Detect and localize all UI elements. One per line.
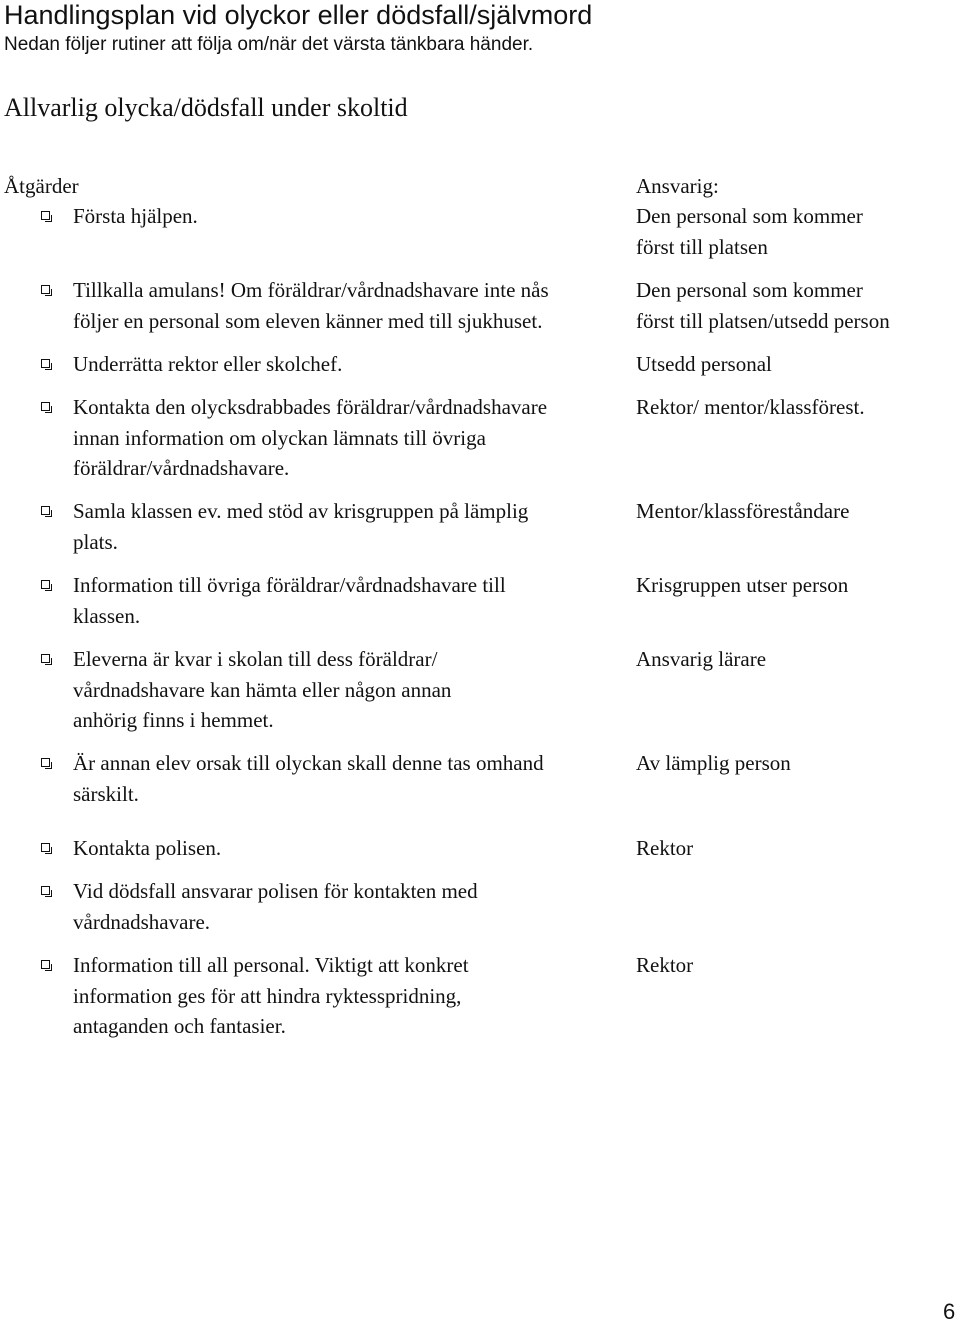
responsible-column-header: Ansvarig: [636, 174, 719, 198]
action-text: Information till all personal. Viktigt att konkret information ges för att hindra ryktesspridning, antaganden och fantasier. [73, 953, 469, 1038]
action-text: Eleverna är kvar i skolan till dess föräldrar/ vårdnadshavare kan hämta eller någon annan anhörig finns i hemmet. [73, 647, 452, 732]
responsible-text: Ansvarig lärare [636, 647, 767, 671]
action-text: Första hjälpen. [73, 204, 198, 228]
section-title: Allvarlig olycka/dödsfall under skoltid [4, 93, 408, 122]
checkbox-icon [41, 960, 50, 969]
page-number: 6 [943, 1299, 956, 1324]
checkbox-icon [41, 402, 50, 411]
action-text: Är annan elev orsak till olyckan skall denne tas omhand särskilt. [73, 751, 544, 806]
checkbox-icon [41, 359, 50, 368]
document-subtitle: Nedan följer rutiner att följa om/när det värsta tänkbara händer. [4, 34, 534, 55]
responsible-text: Den personal som kommer först till platsen/utsedd person [636, 278, 890, 333]
action-text: Samla klassen ev. med stöd av krisgruppen på lämplig plats. [73, 499, 529, 554]
checkbox-icon [41, 654, 50, 663]
checkbox-icon [41, 886, 50, 895]
action-text: Vid dödsfall ansvarar polisen för kontakten med vårdnadshavare. [73, 879, 478, 934]
checkbox-icon [41, 506, 50, 515]
checkbox-icon [41, 285, 50, 294]
responsible-text: Utsedd personal [636, 352, 772, 376]
responsible-text: Mentor/klassföreståndare [636, 499, 850, 523]
action-text: Tillkalla amulans! Om föräldrar/vårdnadshavare inte nås följer en personal som eleven känner med till sjukhuset. [73, 278, 549, 333]
action-text: Underrätta rektor eller skolchef. [73, 352, 343, 376]
responsible-text: Av lämplig person [636, 751, 791, 775]
responsible-text: Krisgruppen utser person [636, 573, 849, 597]
action-text: Kontakta den olycksdrabbades föräldrar/vårdnadshavare innan information om olyckan lämnats till övriga föräldrar/vårdnadshavare. [73, 395, 548, 480]
checkbox-icon [41, 758, 50, 767]
responsible-text: Rektor [636, 953, 694, 977]
responsible-text: Rektor/ mentor/klassförest. [636, 395, 865, 419]
responsible-text: Den personal som kommer först till platsen [636, 204, 863, 259]
checkbox-icon [41, 580, 50, 589]
document-title: Handlingsplan vid olyckor eller dödsfall/självmord [4, 0, 593, 30]
actions-column-header: Åtgärder [4, 174, 79, 198]
checkbox-icon [41, 843, 50, 852]
checkbox-icon [41, 211, 50, 220]
action-text: Kontakta polisen. [73, 836, 222, 860]
responsible-text: Rektor [636, 836, 694, 860]
action-text: Information till övriga föräldrar/vårdnadshavare till klassen. [73, 573, 506, 628]
